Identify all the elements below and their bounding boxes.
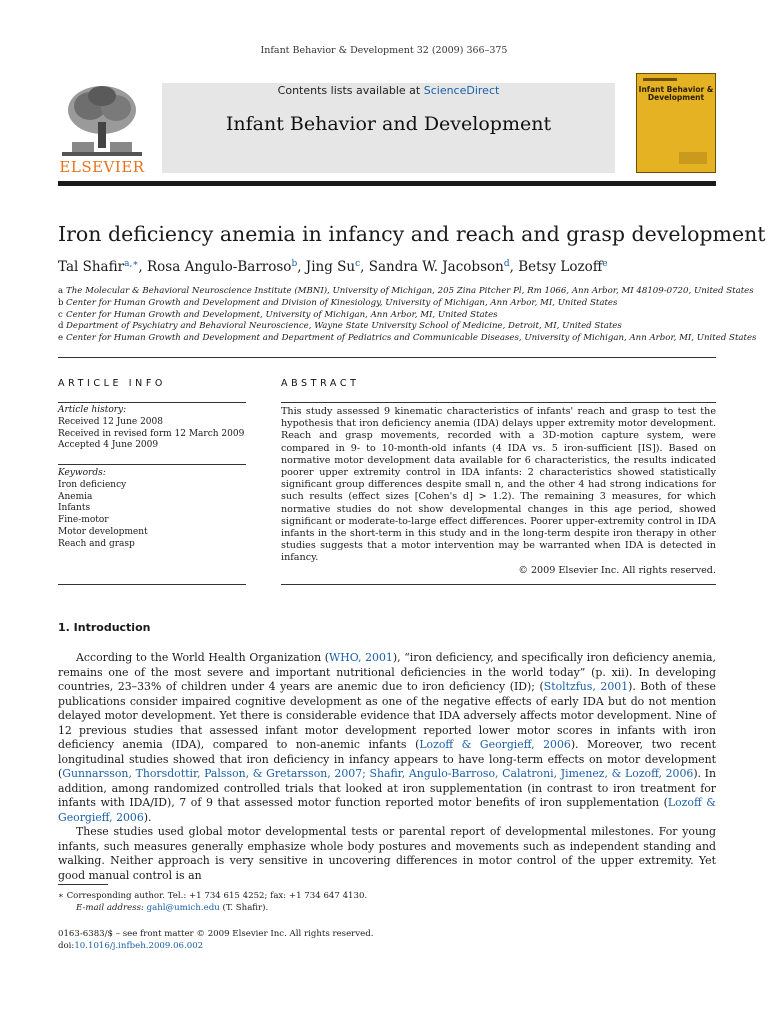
header-rule	[58, 181, 716, 186]
author-name: Jing Su	[305, 259, 356, 275]
affiliation-text: Center for Human Growth and Development, University of Michigan, Ann Arbor, MI, United States	[66, 309, 498, 320]
abstract-rule	[281, 402, 716, 403]
elsevier-tree-icon	[62, 82, 142, 158]
intro-text-segment: ). Moreover, two recent longitudinal studies showed that iron deficiency in infancy appears to have long-term effects on motor development (	[58, 738, 716, 780]
affiliation-mark: e	[58, 333, 64, 344]
doi-line	[58, 940, 373, 952]
keyword-item: Motor development	[58, 526, 148, 537]
elsevier-wordmark: ELSEVIER	[59, 158, 145, 176]
article-info-rule	[58, 402, 246, 403]
author-name: Sandra W. Jacobson	[368, 259, 504, 275]
email-link[interactable]: gahl@umich.edu	[146, 903, 220, 913]
history-label: Article history:	[58, 405, 127, 415]
cover-emblem	[679, 152, 707, 164]
citation-link[interactable]: Gunnarsson, Thorsdottir, Palsson, & Gretarsson, 2007; Shafir, Angulo-Barroso, Calatroni, Jimenez, & Lozoff, 2006	[62, 767, 694, 780]
intro-text-segment: ).	[143, 810, 152, 824]
abstract-bottom-rule	[281, 584, 716, 585]
author-list: Tal Shafir$^{a,∗}$, Rosa Angulo-Barroso$^b$, Jing Su$^c$, Sandra W. Jacobson$^d$, Betsy Lozoff$^e$	[58, 259, 608, 275]
affiliation-item	[58, 298, 756, 310]
affiliation-mark: d	[58, 321, 64, 332]
cover-logo-strip	[643, 78, 677, 81]
received-date: Received 12 June 2008	[58, 416, 163, 427]
author-marks[interactable]: c	[355, 259, 361, 269]
citation-link[interactable]: Lozoff & Georgieff, 2006	[419, 738, 571, 751]
abstract-text: This study assessed 9 kinematic characteristics of infants' reach and grasp to test the hypothesis that iron deficiency anemia (IDA) delays upper extremity motor development. Reach and grasp movements, recorded with a 3D-motion capture system, were compared in 9- to 10-month-old infants (4 IDA vs. 5 iron-sufficient [IS]). Based on normative motor development data available for 6 characteristics, the results indicated poorer upper extremity control in IDA infants: 2 characteristics showed statistically significant group differences despite small n, and the other 4 had strong indications for such results (effect sizes [Cohen's d] > 1.2). The remaining 3 measures, for which normative studies do not show developmental changes in this age period, showed significant or moderate-to-large effect differences. Poorer upper-extremity control in IDA infants in the short-term in this study and in the long-term despite iron therapy in other studies suggests that a motor intervention may be warranted when IDA is detected in infancy.	[281, 406, 716, 564]
affiliation-item	[58, 321, 756, 333]
corresponding-author: ∗ Corresponding author. Tel.: +1 734 615 4252; fax: +1 734 647 4130.	[58, 891, 368, 901]
contents-line	[162, 84, 615, 97]
affiliation-item	[58, 310, 756, 322]
author-name: Tal Shafir	[58, 259, 125, 275]
author-marks[interactable]: e	[602, 259, 608, 269]
cover-title: Infant Behavior & Development	[638, 85, 714, 102]
info-bottom-rule	[58, 584, 246, 585]
keywords-label: Keywords:	[58, 468, 106, 478]
introduction-body	[58, 651, 716, 883]
front-matter-info	[58, 928, 373, 952]
affiliation-rule	[58, 357, 716, 358]
affiliation-mark: a	[58, 286, 64, 296]
affiliation-item	[58, 333, 756, 345]
elsevier-logo	[58, 82, 146, 176]
affiliation-text: Center for Human Growth and Development and Division of Kinesiology, University of Michigan, Ann Arbor, MI, United States	[66, 297, 618, 308]
intro-text-segment: ). Both of these publications consider impaired cognitive development as one of the negative effects of early IDA but do not mention delayed motor development. Yet there is considerable evidence that IDA adversely affects motor development. Nine of 12 previous studies that assessed infant motor development reported lower motor scores in infants with iron deficiency anemia (IDA), compared to non-anemic infants (	[58, 680, 716, 751]
abstract-copyright: © 2009 Elsevier Inc. All rights reserved.	[518, 564, 716, 576]
issn-line: 0163-6383/$ – see front matter © 2009 Elsevier Inc. All rights reserved.	[58, 929, 374, 939]
intro-paragraph-1	[58, 651, 716, 825]
email-suffix: (T. Shafir).	[219, 903, 269, 913]
journal-title: Infant Behavior and Development	[225, 113, 552, 135]
intro-text-segment: ). In addition, among randomized controlled trials that looked at iron supplementation (in contrast to iron treatment for infants with IDA/ID), 7 of 9 that assessed motor function reported motor benefits of iron supplementation (	[58, 767, 717, 809]
footnote	[58, 890, 367, 914]
author-name: Rosa Angulo-Barroso	[147, 259, 292, 275]
introduction-heading: 1. Introduction	[58, 621, 151, 634]
author-marks[interactable]: b	[291, 259, 298, 269]
footnote-rule	[58, 884, 108, 885]
author-name: Betsy Lozoff	[518, 259, 603, 275]
affiliation-mark: c	[58, 309, 63, 320]
citation-link[interactable]: Stoltzfus, 2001	[543, 680, 629, 693]
abstract-heading: ABSTRACT	[281, 378, 360, 389]
intro-text-segment: According to the World Health Organization (	[76, 651, 329, 664]
sciencedirect-link[interactable]: ScienceDirect	[423, 84, 500, 97]
author-marks[interactable]: d	[503, 259, 510, 269]
keyword-item: Infants	[58, 503, 91, 514]
affiliations	[58, 286, 756, 345]
email-label: E-mail address:	[76, 903, 144, 913]
keyword-item: Iron deficiency	[58, 479, 127, 490]
citation-link[interactable]: Lozoff & Georgieff, 2006	[58, 796, 716, 824]
article-info-heading: ARTICLE INFO	[58, 378, 167, 389]
accepted-date: Accepted 4 June 2009	[58, 440, 159, 451]
affiliation-mark: b	[58, 297, 64, 308]
running-head: Infant Behavior & Development 32 (2009) 366–375	[260, 45, 508, 56]
affiliation-text: Department of Psychiatry and Behavioral Neuroscience, Wayne State University School of Medicine, Detroit, MI, United States	[66, 321, 622, 332]
affiliation-text: The Molecular & Behavioral Neuroscience Institute (MBNI), University of Michigan, 205 Zina Pitcher Pl, Rm 1066, Ann Arbor, MI 48109-0720, United States	[66, 286, 754, 296]
article-title: Iron deficiency anemia in infancy and reach and grasp development	[58, 222, 766, 246]
doi-label: doi:	[58, 941, 75, 951]
keyword-item: Reach and grasp	[58, 538, 135, 549]
journal-cover	[636, 73, 716, 173]
citation-link[interactable]: WHO, 2001	[329, 651, 393, 664]
affiliation-item	[58, 286, 756, 298]
intro-paragraph-2: These studies used global motor developmental tests or parental report of developmental milestones. For young infants, such measures generally emphasize whole body postures and movements such as independent standing and walking. Neither approach is very sensitive in uncovering differences in motor control of the upper extremity. Yet good manual control is an	[58, 825, 716, 882]
article-history	[58, 405, 246, 452]
doi-link[interactable]: 10.1016/j.infbeh.2009.06.002	[74, 941, 204, 951]
email-line	[58, 902, 367, 914]
masthead	[162, 83, 615, 173]
keyword-item: Fine-motor	[58, 515, 109, 526]
keywords	[58, 468, 246, 551]
affiliation-text: Center for Human Growth and Development and Department of Pediatrics and Communicable Diseases, University of Michigan, Ann Arbor, MI, United States	[66, 333, 757, 344]
author-marks[interactable]: a,∗	[124, 259, 139, 269]
abstract	[281, 406, 716, 577]
revised-date: Received in revised form 12 March 2009	[58, 428, 245, 439]
intro-text-segment: ), “iron deficiency, and specifically iron deficiency anemia, remains one of the most severe and important nutritional deficiencies in the world today” (p. xii). In developing countries, 23–33% of children under 4 years are anemic due to iron deficiency (ID); (	[58, 651, 716, 693]
contents-prefix: Contents lists available at	[277, 84, 424, 97]
keywords-rule	[58, 464, 246, 465]
keyword-item: Anemia	[58, 491, 93, 502]
